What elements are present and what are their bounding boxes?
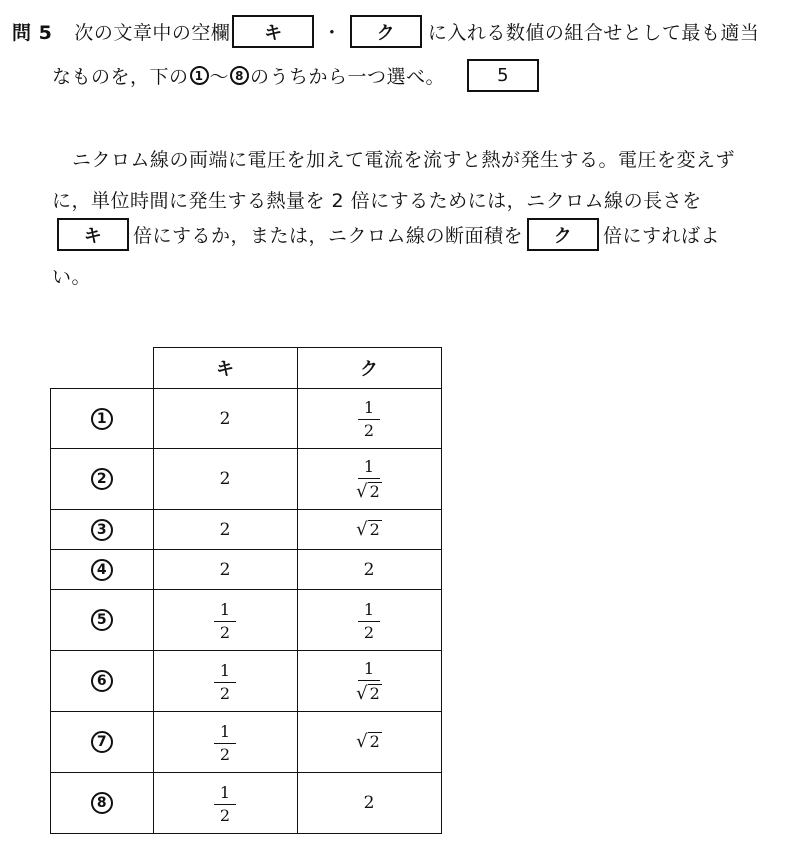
sqrt-sign-icon: √ (356, 480, 368, 502)
blank-box-ki: キ (232, 15, 314, 48)
choice-cell (51, 389, 154, 449)
answer-table (50, 347, 442, 834)
choice-cell (51, 510, 154, 550)
question-text-1b: に入れる数値の組合せとして最も適当 (427, 22, 760, 44)
choice-number: 1 (91, 408, 113, 430)
table-row (51, 590, 442, 651)
table-row (51, 510, 442, 550)
choice-cell (51, 449, 154, 510)
question-line-1 (12, 15, 759, 48)
passage-line-2 (52, 186, 702, 213)
numerator: 1 (358, 459, 380, 479)
ki-cell (153, 590, 297, 651)
value-int: 2 (219, 519, 231, 540)
ku-cell (297, 773, 441, 834)
passage-text-3a: 倍にするか，または，ニクロム線の断面積を (133, 225, 524, 247)
table-row (51, 651, 442, 712)
ku-cell (297, 651, 441, 712)
value-fraction (214, 599, 236, 642)
denominator: 2 (219, 683, 231, 703)
value-fraction (214, 782, 236, 825)
choice-cell (51, 550, 154, 590)
choice-marker-start: 1 (190, 66, 209, 85)
passage-text-1: ニクロム線の両端に電圧を加えて電流を流すと熱が発生する。電圧を変えず (72, 149, 736, 171)
header-ki: キ (153, 348, 297, 389)
choice-number: 5 (91, 609, 113, 631)
radicand: 2 (369, 519, 380, 539)
question-text-2b: のうちから一つ選べ。 (250, 66, 446, 88)
denominator: 2 (363, 421, 375, 440)
passage-blank-ku: ク (527, 218, 599, 251)
table-header-row (51, 348, 442, 389)
ku-cell (297, 712, 441, 773)
value-sqrt (356, 732, 382, 751)
passage-text-3b: 倍にすればよ (603, 225, 721, 247)
ku-cell (297, 550, 441, 590)
numerator: 1 (214, 785, 236, 805)
sqrt-sign-icon: √ (356, 518, 368, 540)
ki-cell (153, 510, 297, 550)
value-fraction (358, 400, 380, 439)
table-corner (51, 348, 154, 389)
range-tilde: ～ (209, 66, 230, 88)
ku-cell (297, 389, 441, 449)
table-row (51, 389, 442, 449)
ki-cell (153, 651, 297, 712)
ki-cell (153, 712, 297, 773)
choice-number: 2 (91, 468, 113, 490)
answer-box: 5 (467, 59, 539, 92)
denominator: 2 (219, 805, 231, 825)
value-fraction (358, 599, 380, 642)
passage-text-2: に，単位時間に発生する熱量を 2 倍にするためには，ニクロム線の長さを (52, 190, 702, 212)
passage-line-4 (52, 262, 91, 289)
value-int: 2 (219, 469, 231, 489)
sqrt-sign-icon: √ (356, 731, 368, 752)
choice-number: 4 (91, 559, 113, 581)
passage-line-1 (72, 145, 735, 172)
numerator: 1 (214, 602, 236, 622)
value-int: 2 (363, 559, 375, 580)
table-row (51, 550, 442, 590)
choice-cell (51, 651, 154, 712)
blank-box-ku: ク (350, 15, 422, 48)
numerator: 1 (358, 602, 380, 622)
denominator-sqrt (356, 479, 382, 501)
choice-cell (51, 712, 154, 773)
table-row (51, 773, 442, 834)
choice-marker-end: 8 (230, 66, 249, 85)
value-int: 2 (219, 408, 231, 429)
ki-cell (153, 449, 297, 510)
choice-number: 6 (91, 670, 113, 692)
denominator: 2 (219, 744, 231, 764)
radicand: 2 (369, 732, 380, 752)
value-fraction (214, 721, 236, 764)
table-row (51, 449, 442, 510)
numerator: 1 (214, 663, 236, 683)
ki-cell (153, 773, 297, 834)
question-text-2a: なものを，下の (52, 66, 189, 88)
question-line-2 (52, 59, 539, 92)
choice-cell (51, 773, 154, 834)
choice-cell (51, 590, 154, 651)
denominator: 2 (363, 622, 375, 642)
passage-line-3 (57, 218, 720, 251)
value-fraction (356, 661, 382, 703)
choice-number: 7 (91, 731, 113, 753)
sqrt-sign-icon: √ (356, 682, 368, 704)
radicand: 2 (369, 684, 380, 704)
ku-cell (297, 590, 441, 651)
value-fraction (356, 459, 382, 501)
radicand: 2 (369, 482, 380, 502)
passage-blank-ki: キ (57, 218, 129, 251)
value-int: 2 (363, 793, 375, 813)
value-sqrt (356, 520, 382, 539)
choice-number: 8 (91, 792, 113, 814)
ku-cell (297, 510, 441, 550)
ki-cell (153, 389, 297, 449)
header-ku: ク (297, 348, 441, 389)
value-fraction (214, 660, 236, 703)
ku-cell (297, 449, 441, 510)
denominator: 2 (219, 622, 231, 642)
numerator: 1 (358, 661, 380, 681)
denominator-sqrt (356, 681, 382, 703)
value-int: 2 (219, 559, 231, 580)
numerator: 1 (214, 724, 236, 744)
passage-text-4: い。 (52, 266, 92, 288)
separator-dot: ・ (322, 22, 342, 44)
table-row (51, 712, 442, 773)
choice-number: 3 (91, 519, 113, 541)
question-text-1a: 次の文章中の空欄 (74, 22, 231, 44)
numerator: 1 (358, 400, 380, 420)
question-number: 問 5 (12, 22, 53, 44)
ki-cell (153, 550, 297, 590)
